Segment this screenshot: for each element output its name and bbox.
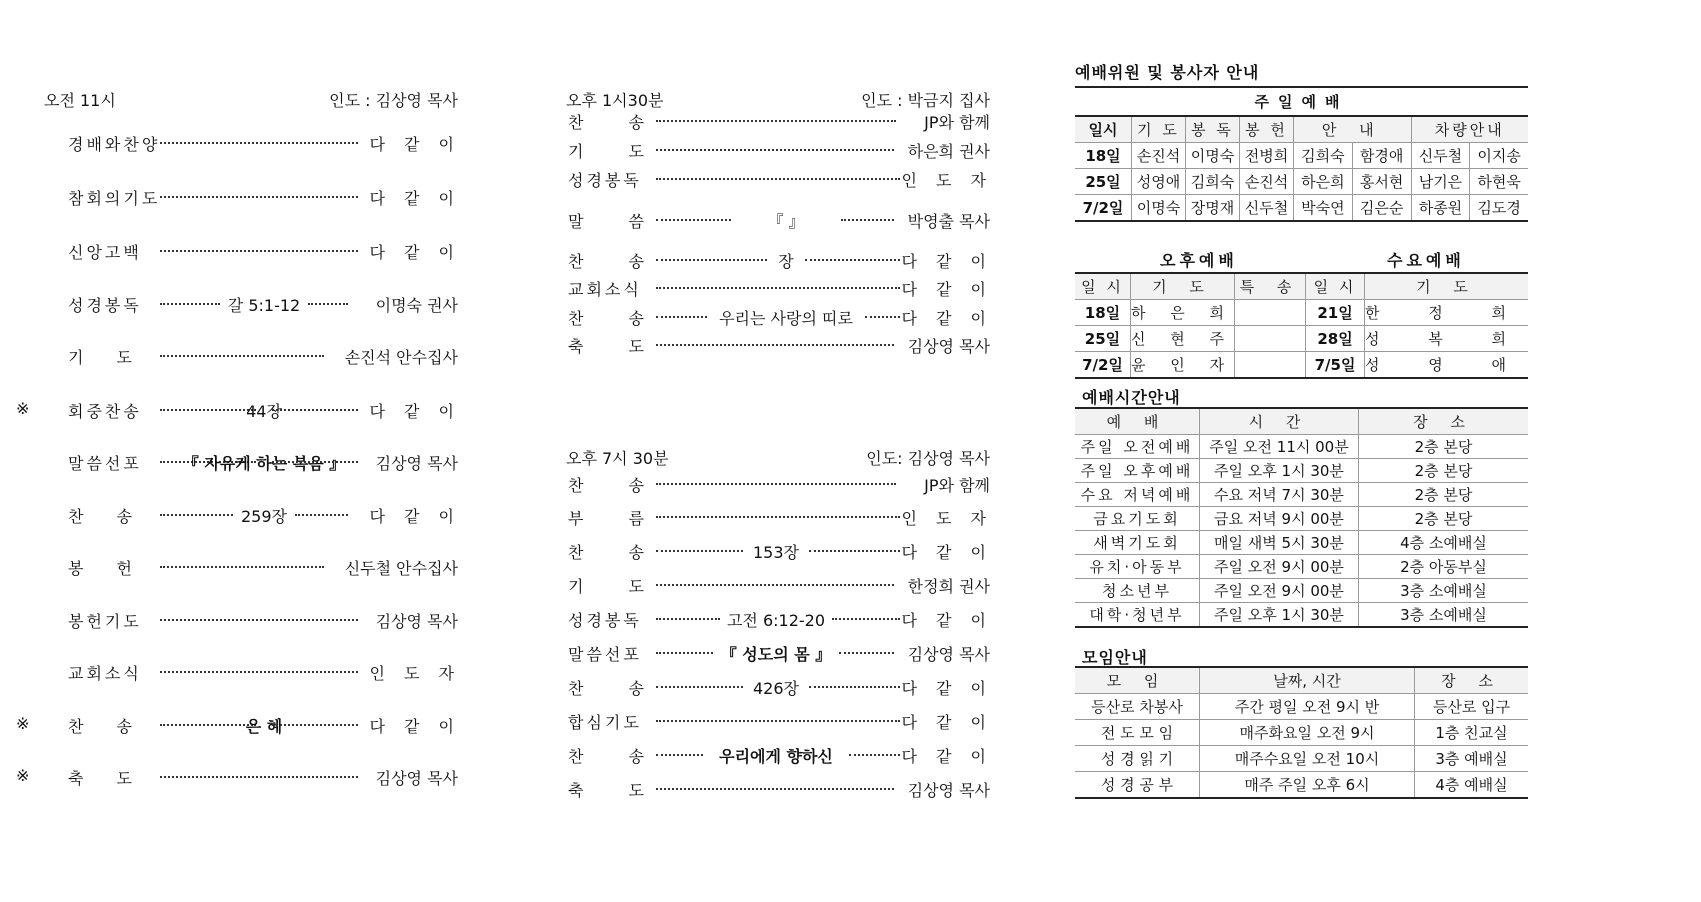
item-person: 다 같 이 [369, 402, 458, 421]
item-detail: 장 [778, 252, 794, 271]
morning-row [44, 504, 458, 528]
item-label: 찬 송 [68, 717, 134, 736]
sched-col-time: 시 간 [1200, 408, 1359, 435]
item-person: 김상영 목사 [907, 337, 990, 356]
morning-row [16, 766, 458, 790]
morning-row [16, 399, 458, 423]
leader-dots [160, 196, 358, 198]
evening-row [566, 506, 990, 530]
evening-service [566, 446, 990, 806]
prayer-person: 성 영 애 [1364, 352, 1528, 379]
meeting-time: 매주수요일 오전 10시 [1200, 746, 1415, 772]
item-label: 찬 송 [568, 252, 647, 271]
item-detail: 은 혜 [245, 717, 283, 736]
item-label: 교회소식 [568, 280, 642, 299]
meeting-place: 등산로 입구 [1415, 694, 1529, 720]
leader-dots [832, 618, 900, 620]
committee-row [1075, 195, 1528, 222]
item-person: 다 같 이 [369, 189, 458, 208]
item-label: 부 름 [568, 509, 647, 528]
afternoon-row [566, 277, 990, 301]
morning-header [44, 88, 458, 110]
evening-row [566, 642, 990, 666]
afternoon-header [566, 88, 990, 110]
item-person: 다 같 이 [369, 507, 458, 526]
item-person: 다 같 이 [901, 679, 990, 698]
meeting-time: 주간 평일 오전 9시 반 [1200, 694, 1415, 720]
morning-row [16, 714, 458, 738]
morning-time: 오전 11시 [44, 91, 116, 110]
evening-time: 오후 7시 30분 [566, 449, 669, 468]
item-label: 말씀선포 [68, 454, 142, 473]
item-detail: 고전 6:12-20 [726, 611, 826, 630]
item-person: 김상영 목사 [375, 454, 458, 473]
item-person: JP와 함께 [924, 476, 990, 495]
leader-dots [160, 671, 358, 673]
afternoon-row [566, 139, 990, 163]
prayer-person: 한 정 희 [1364, 300, 1528, 326]
afternoon-row [566, 168, 990, 192]
item-person: 박영출 목사 [907, 212, 990, 231]
meeting-name: 전 도 모 임 [1075, 720, 1200, 746]
committee-date: 25일 [1075, 169, 1132, 195]
item-detail: 153장 [753, 543, 799, 562]
schedule-row [1075, 459, 1528, 483]
afternoon-row [566, 334, 990, 358]
item-label: 찬 송 [68, 507, 134, 526]
item-label: 말씀선포 [568, 645, 642, 664]
meeting-row [1075, 694, 1528, 720]
schedule-service: 주일 오후예배 [1075, 459, 1200, 483]
committee-person: 하은희 [1294, 169, 1353, 195]
schedule-time: 금요 저녁 9시 00분 [1200, 507, 1359, 531]
meeting-row [1075, 746, 1528, 772]
schedule-time: 수요 저녁 7시 30분 [1200, 483, 1359, 507]
leader-dots [656, 754, 703, 756]
leader-dots [809, 550, 900, 552]
meeting-place: 1층 친교실 [1415, 720, 1529, 746]
committee-date: 7/2일 [1075, 195, 1132, 222]
item-label: 축 도 [68, 769, 134, 788]
morning-leader: 인도 : 김상영 목사 [329, 91, 458, 110]
afternoon-service [566, 88, 990, 368]
mandatory-mark: ※ [16, 766, 30, 785]
item-person: 손진석 안수집사 [344, 348, 458, 367]
committee-person: 김도경 [1470, 195, 1528, 222]
morning-row [44, 293, 458, 317]
meet-col-place: 장 소 [1415, 667, 1529, 694]
service-date: 7/5일 [1306, 352, 1365, 379]
meet-col-name: 모 임 [1075, 667, 1200, 694]
pm-wed-row [1075, 300, 1528, 326]
item-label: 경배와찬양 [68, 135, 161, 154]
wed-service-title: 수요예배 [1387, 251, 1465, 270]
schedule-row [1075, 531, 1528, 555]
leader-dots [160, 303, 220, 305]
schedule-row [1075, 603, 1528, 628]
committee-title: 예배위원 및 봉사자 안내 [1075, 63, 1260, 82]
service-date: 18일 [1075, 300, 1130, 326]
leader-dots [809, 686, 900, 688]
special-song [1235, 326, 1306, 352]
committee-row [1075, 143, 1528, 169]
evening-header [566, 446, 990, 468]
committee-person: 손진석 [1240, 169, 1294, 195]
item-person: 한정희 권사 [907, 577, 990, 596]
leader-dots [656, 516, 900, 518]
schedule-service: 대학·청년부 [1075, 603, 1200, 628]
item-label: 축 도 [568, 337, 647, 356]
item-label: 찬 송 [568, 309, 647, 328]
item-label: 찬 송 [568, 679, 647, 698]
item-label: 합심기도 [568, 713, 642, 732]
item-label: 기 도 [568, 577, 647, 596]
schedule-row [1075, 507, 1528, 531]
service-date: 7/2일 [1075, 352, 1130, 379]
leader-dots [656, 344, 894, 346]
leader-dots [656, 149, 894, 151]
committee-person: 신두철 [1240, 195, 1294, 222]
meeting-place: 3층 예배실 [1415, 746, 1529, 772]
meeting-place: 4층 예배실 [1415, 772, 1529, 799]
committee-person: 김희숙 [1186, 169, 1240, 195]
morning-row [44, 556, 458, 580]
col-guide: 안 내 [1294, 116, 1412, 143]
committee-person: 이명숙 [1186, 143, 1240, 169]
schedule-place: 3층 소예배실 [1359, 579, 1529, 603]
item-label: 참회의기도 [68, 189, 161, 208]
schedule-time: 매일 새벽 5시 30분 [1200, 531, 1359, 555]
service-date: 21일 [1306, 300, 1365, 326]
committee-person: 박숙연 [1294, 195, 1353, 222]
item-person: 다 같 이 [369, 135, 458, 154]
meeting-row [1075, 772, 1528, 799]
item-detail: 『 성도의 몸 』 [720, 645, 832, 664]
schedule-row [1075, 483, 1528, 507]
item-detail: 우리는 사랑의 띠로 [719, 309, 853, 328]
afternoon-time: 오후 1시30분 [566, 91, 664, 110]
item-label: 회중찬송 [68, 402, 142, 421]
leader-dots [272, 724, 358, 726]
item-detail: 갈 5:1-12 [227, 296, 301, 315]
item-label: 성경봉독 [568, 171, 642, 190]
leader-dots [656, 219, 731, 221]
wed-col-date: 일 시 [1306, 273, 1365, 300]
item-person: 다 같 이 [901, 252, 990, 271]
meetings-table [1075, 666, 1528, 799]
col-reading: 봉 독 [1186, 116, 1240, 143]
meet-col-time: 날짜, 시간 [1200, 667, 1415, 694]
evening-leader: 인도: 김상영 목사 [866, 449, 990, 468]
item-label: 축 도 [568, 781, 647, 800]
schedule-place: 4층 소예배실 [1359, 531, 1529, 555]
item-label: 신앙고백 [68, 243, 142, 262]
committee-person: 하종원 [1411, 195, 1470, 222]
item-label: 찬 송 [568, 113, 647, 132]
leader-dots [656, 720, 900, 722]
prayer-person: 윤 인 자 [1130, 352, 1234, 379]
leader-dots [272, 461, 358, 463]
schedule-time: 주일 오전 9시 00분 [1200, 555, 1359, 579]
mandatory-mark: ※ [16, 399, 30, 418]
item-person: 인 도 자 [901, 171, 990, 190]
leader-dots [656, 287, 900, 289]
morning-row [44, 240, 458, 264]
prayer-person: 하 은 희 [1130, 300, 1234, 326]
schedule-place: 2층 본당 [1359, 483, 1529, 507]
schedule-service: 청소년부 [1075, 579, 1200, 603]
schedule-title: 예배시간안내 [1082, 388, 1181, 407]
schedule-service: 유치·아동부 [1075, 555, 1200, 579]
col-date: 일시 [1075, 116, 1132, 143]
leader-dots [308, 303, 348, 305]
leader-dots [865, 316, 900, 318]
item-person: 인 도 자 [369, 664, 458, 683]
leader-dots [160, 776, 358, 778]
morning-row [44, 345, 458, 369]
item-detail: 426장 [753, 679, 799, 698]
col-vehicle: 차량안내 [1411, 116, 1528, 143]
item-label: 봉 헌 [68, 559, 134, 578]
committee-person: 이지송 [1470, 143, 1528, 169]
leader-dots [805, 259, 900, 261]
wed-col-prayer: 기 도 [1364, 273, 1528, 300]
col-prayer: 기 도 [1132, 116, 1186, 143]
item-person: 인 도 자 [901, 509, 990, 528]
meeting-name: 성 경 공 부 [1075, 772, 1200, 799]
committee-person: 하현욱 [1470, 169, 1528, 195]
evening-row [566, 676, 990, 700]
schedule-service: 새벽기도회 [1075, 531, 1200, 555]
item-person: 김상영 목사 [907, 781, 990, 800]
leader-dots [839, 652, 894, 654]
evening-row [566, 744, 990, 768]
item-detail: 259장 [241, 507, 287, 526]
schedule-service: 금요기도회 [1075, 507, 1200, 531]
morning-row [44, 661, 458, 685]
morning-service [16, 88, 458, 808]
schedule-place: 2층 본당 [1359, 459, 1529, 483]
item-person: 김상영 목사 [375, 769, 458, 788]
leader-dots [656, 550, 743, 552]
leader-dots [160, 724, 256, 726]
mandatory-mark: ※ [16, 714, 30, 733]
item-detail: 『 자유케 하는 복음 』 [182, 454, 346, 473]
item-label: 성경봉독 [68, 296, 142, 315]
prayer-person: 성 복 희 [1364, 326, 1528, 352]
committee-person: 함경애 [1352, 143, 1411, 169]
leader-dots [160, 514, 233, 516]
item-label: 기 도 [68, 348, 134, 367]
leader-dots [160, 250, 358, 252]
afternoon-row [566, 209, 990, 233]
item-label: 교회소식 [68, 664, 142, 683]
evening-row [566, 540, 990, 564]
item-person: 다 같 이 [901, 747, 990, 766]
schedule-place: 2층 본당 [1359, 507, 1529, 531]
item-person: 다 같 이 [369, 717, 458, 736]
committee-person: 손진석 [1132, 143, 1186, 169]
committee-person: 전병희 [1240, 143, 1294, 169]
pm-service-title: 오후예배 [1160, 251, 1238, 270]
committee-date: 18일 [1075, 143, 1132, 169]
leader-dots [656, 652, 713, 654]
leader-dots [160, 619, 358, 621]
item-person: 다 같 이 [901, 309, 990, 328]
schedule-row [1075, 579, 1528, 603]
evening-row [566, 778, 990, 802]
pm-wed-row [1075, 352, 1528, 379]
pm-wed-table [1075, 272, 1528, 379]
leader-dots [656, 686, 743, 688]
meetings-title: 모임안내 [1082, 648, 1148, 667]
item-label: 봉헌기도 [68, 612, 142, 631]
afternoon-row [566, 110, 990, 134]
service-date: 25일 [1075, 326, 1130, 352]
morning-row [44, 451, 458, 475]
schedule-time: 주일 오전 9시 00분 [1200, 579, 1359, 603]
schedule-service: 주일 오전예배 [1075, 435, 1200, 459]
schedule-time: 주일 오후 1시 30분 [1200, 459, 1359, 483]
pm-col-date: 일 시 [1075, 273, 1130, 300]
meeting-name: 성 경 읽 기 [1075, 746, 1200, 772]
morning-row [44, 132, 458, 156]
item-label: 찬 송 [568, 476, 647, 495]
committee-person: 이명숙 [1132, 195, 1186, 222]
leader-dots [656, 259, 767, 261]
sched-col-service: 예 배 [1075, 408, 1200, 435]
item-person: 신두철 안수집사 [344, 559, 458, 578]
committee-person: 성영애 [1132, 169, 1186, 195]
leader-dots [656, 788, 894, 790]
leader-dots [656, 178, 900, 180]
item-detail: 『 』 [767, 212, 805, 231]
meeting-time: 매주 주일 오후 6시 [1200, 772, 1415, 799]
schedule-place: 3층 소예배실 [1359, 603, 1529, 628]
item-person: JP와 함께 [924, 113, 990, 132]
item-label: 말 씀 [568, 212, 647, 231]
leader-dots [656, 120, 896, 122]
item-detail: 우리에게 향하신 [719, 747, 833, 766]
pm-wed-row [1075, 326, 1528, 352]
sunday-committee-table [1075, 86, 1528, 222]
service-date: 28일 [1306, 326, 1365, 352]
item-person: 다 같 이 [901, 713, 990, 732]
schedule-row [1075, 555, 1528, 579]
pm-col-prayer: 기 도 [1130, 273, 1234, 300]
meeting-time: 매주화요일 오전 9시 [1200, 720, 1415, 746]
meeting-row [1075, 720, 1528, 746]
afternoon-row [566, 306, 990, 330]
leader-dots [656, 618, 720, 620]
item-person: 김상영 목사 [907, 645, 990, 664]
sunday-service-title: 주일예배 [1075, 87, 1528, 116]
item-label: 찬 송 [568, 747, 647, 766]
item-label: 찬 송 [568, 543, 647, 562]
evening-row [566, 710, 990, 734]
evening-row [566, 608, 990, 632]
leader-dots [160, 566, 324, 568]
evening-row [566, 473, 990, 497]
prayer-person: 신 현 주 [1130, 326, 1234, 352]
sched-col-place: 장 소 [1359, 408, 1529, 435]
leader-dots [160, 409, 256, 411]
meeting-name: 등산로 차봉사 [1075, 694, 1200, 720]
schedule-table [1075, 407, 1528, 628]
item-label: 성경봉독 [568, 611, 642, 630]
leader-dots [656, 483, 896, 485]
afternoon-leader: 인도 : 박금지 집사 [861, 91, 990, 110]
committee-person: 신두철 [1411, 143, 1470, 169]
item-detail: 44장 [246, 402, 282, 421]
leader-dots [272, 409, 358, 411]
committee-person: 남기은 [1411, 169, 1470, 195]
item-person: 다 같 이 [369, 243, 458, 262]
item-person: 다 같 이 [901, 543, 990, 562]
leader-dots [160, 142, 358, 144]
special-song [1235, 352, 1306, 379]
item-person: 이명숙 권사 [375, 296, 458, 315]
leader-dots [841, 219, 894, 221]
schedule-service: 수요 저녁예배 [1075, 483, 1200, 507]
committee-person: 장명재 [1186, 195, 1240, 222]
morning-row [44, 609, 458, 633]
leader-dots [160, 355, 324, 357]
schedule-time: 주일 오후 1시 30분 [1200, 603, 1359, 628]
leader-dots [849, 754, 900, 756]
schedule-place: 2층 본당 [1359, 435, 1529, 459]
leader-dots [295, 514, 348, 516]
schedule-place: 2층 아동부실 [1359, 555, 1529, 579]
pm-col-special: 특 송 [1235, 273, 1306, 300]
afternoon-row [566, 249, 990, 273]
item-person: 다 같 이 [901, 611, 990, 630]
item-person: 다 같 이 [901, 280, 990, 299]
evening-row [566, 574, 990, 598]
leader-dots [656, 584, 894, 586]
committee-person: 김은순 [1352, 195, 1411, 222]
item-label: 기 도 [568, 142, 647, 161]
col-offering: 봉 헌 [1240, 116, 1294, 143]
schedule-time: 주일 오전 11시 00분 [1200, 435, 1359, 459]
item-person: 김상영 목사 [375, 612, 458, 631]
morning-row [44, 186, 458, 210]
special-song [1235, 300, 1306, 326]
committee-row [1075, 169, 1528, 195]
leader-dots [656, 316, 707, 318]
committee-person: 김희숙 [1294, 143, 1353, 169]
committee-person: 홍서현 [1352, 169, 1411, 195]
schedule-row [1075, 435, 1528, 459]
item-person: 하은희 권사 [907, 142, 990, 161]
